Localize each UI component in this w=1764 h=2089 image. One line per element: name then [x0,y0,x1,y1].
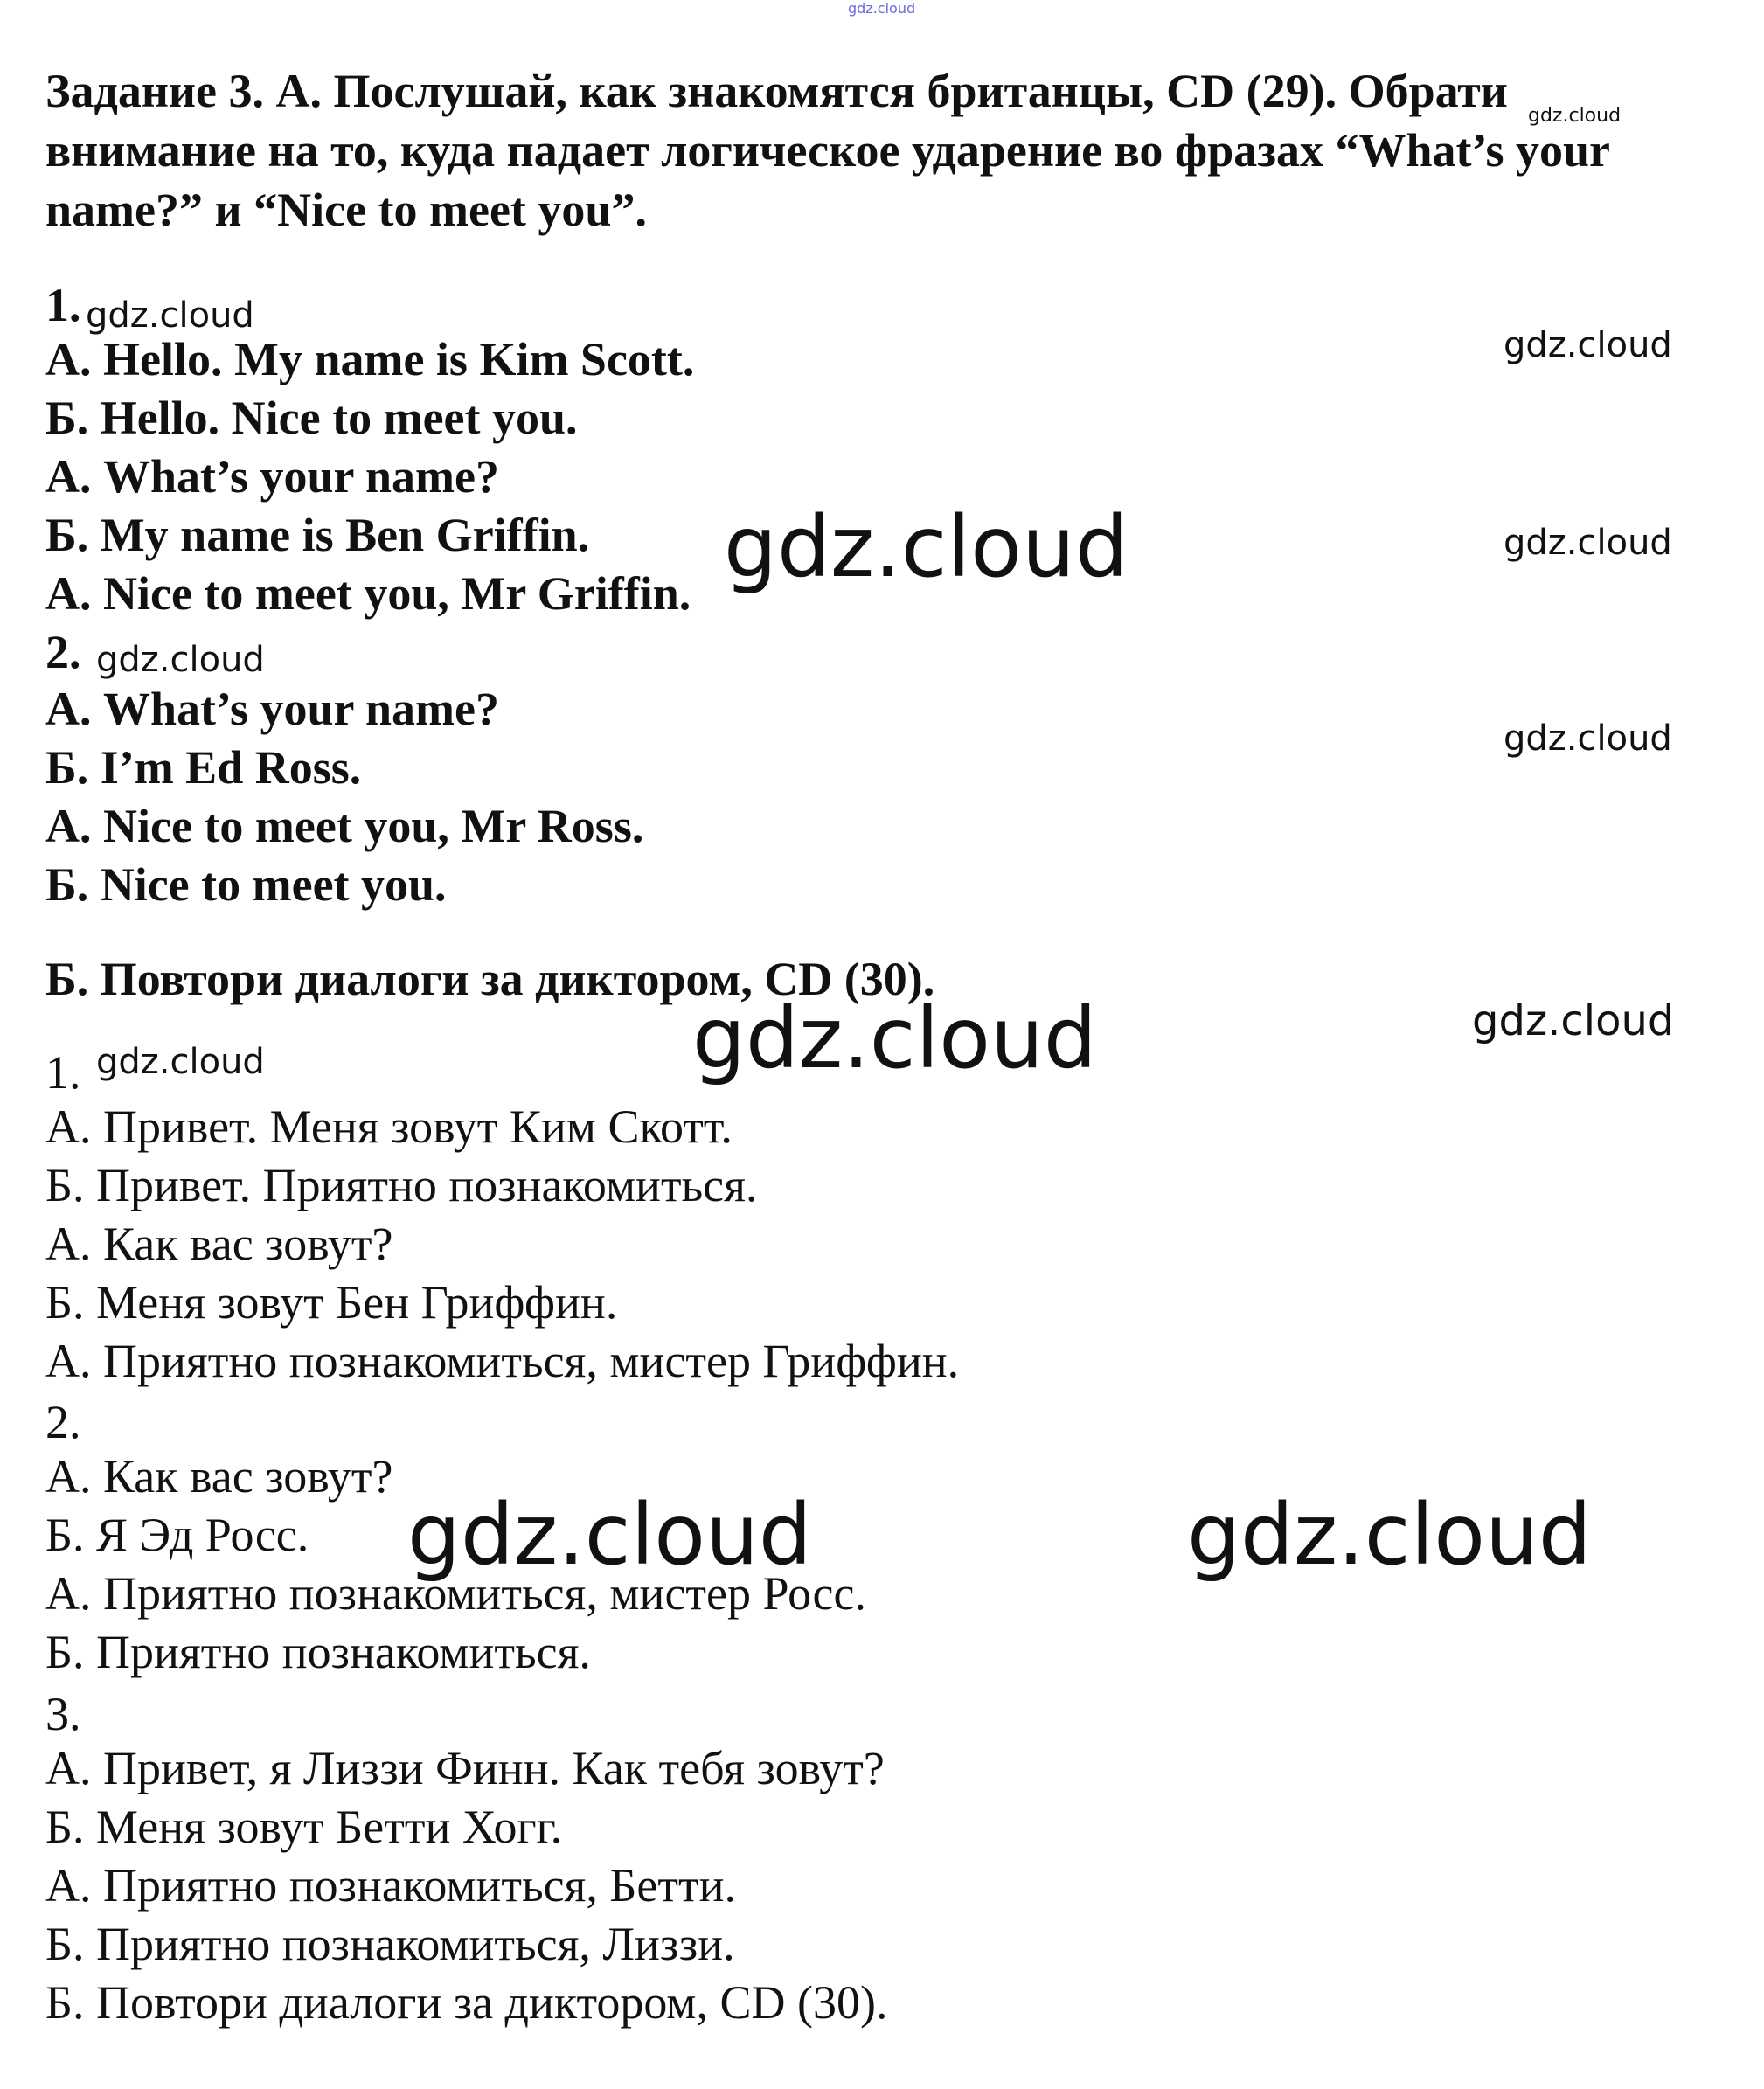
heading-line-1: Задание 3. А. Послушай, как знакомятся британцы, CD (29). Обрати [45,65,1508,117]
dialog-2-number: 2. [45,626,81,678]
watermark-dialog-1: gdz.cloud [86,295,254,336]
heading-line-2: внимание на то, куда падает логическое ударение во фразах “What’s your [45,124,1610,177]
translation-1-number: 1. [45,1046,81,1099]
translation-3 [45,1739,887,2032]
translation-3-line: А. Привет, я Лиззи Финн. Как тебя зовут? [45,1742,885,1794]
watermark-large-3: gdz.cloud [407,1486,812,1584]
dialog-2-line: А. Nice to meet you, Mr Ross. [45,800,644,852]
watermark-large-2: gdz.cloud [692,989,1097,1087]
watermark-translation-1: gdz.cloud [96,1042,265,1082]
watermark-right-2: gdz.cloud [1504,523,1672,563]
watermark-right-4: gdz.cloud [1472,996,1675,1045]
translation-1-line: Б. Привет. Приятно познакомиться. [45,1159,758,1211]
watermark-right-3: gdz.cloud [1504,718,1672,759]
watermark-right-1: gdz.cloud [1504,325,1672,365]
translation-2-line: А. Как вас зовут? [45,1450,393,1503]
translation-3-line: Б. Меня зовут Бетти Хогг. [45,1801,563,1853]
watermark-heading: gdz.cloud [1528,105,1622,127]
translation-3-line: Б. Приятно познакомиться, Лиззи. [45,1918,735,1970]
section-b-title: Б. Повтори диалоги за диктором, CD (30). [45,953,935,1005]
watermark-large-4: gdz.cloud [1187,1486,1592,1584]
translation-3-line: Б. Повтори диалоги за диктором, CD (30). [45,1976,888,2029]
dialog-2-line: Б. I’m Ed Ross. [45,741,362,794]
translation-1-line: А. Приятно познакомиться, мистер Гриффин. [45,1335,960,1387]
translation-1-line: А. Как вас зовут? [45,1218,393,1270]
translation-2-line: Б. Я Эд Росс. [45,1509,309,1561]
dialog-1-line: А. What’s your name? [45,450,500,503]
translation-3-line: А. Приятно познакомиться, Бетти. [45,1859,736,1912]
watermark-large-1: gdz.cloud [724,498,1129,596]
translation-1-line: А. Привет. Меня зовут Ким Скотт. [45,1100,733,1153]
translation-2-number: 2. [45,1396,81,1448]
translation-2-line: А. Приятно познакомиться, мистер Росс. [45,1567,866,1620]
translation-3-number: 3. [45,1688,81,1740]
dialog-2-line: Б. Nice to meet you. [45,858,447,911]
dialog-1 [45,330,694,623]
watermark-dialog-2: gdz.cloud [96,640,265,680]
dialog-1-line: А. Nice to meet you, Mr Griffin. [45,567,691,620]
dialog-2-line: А. What’s your name? [45,683,500,735]
dialog-1-line: Б. My name is Ben Griffin. [45,509,590,561]
dialog-2 [45,680,643,914]
translation-1 [45,1098,959,1391]
heading-line-3: name?” и “Nice to meet you”. [45,184,647,236]
dialog-1-line: Б. Hello. Nice to meet you. [45,392,578,444]
dialog-1-number: 1. [45,279,81,331]
dialog-1-line: А. Hello. My name is Kim Scott. [45,333,695,385]
translation-1-line: Б. Меня зовут Бен Гриффин. [45,1276,618,1329]
task-heading [45,61,1741,239]
watermark-top: gdz.cloud [848,0,916,17]
translation-2-line: Б. Приятно познакомиться. [45,1626,591,1678]
